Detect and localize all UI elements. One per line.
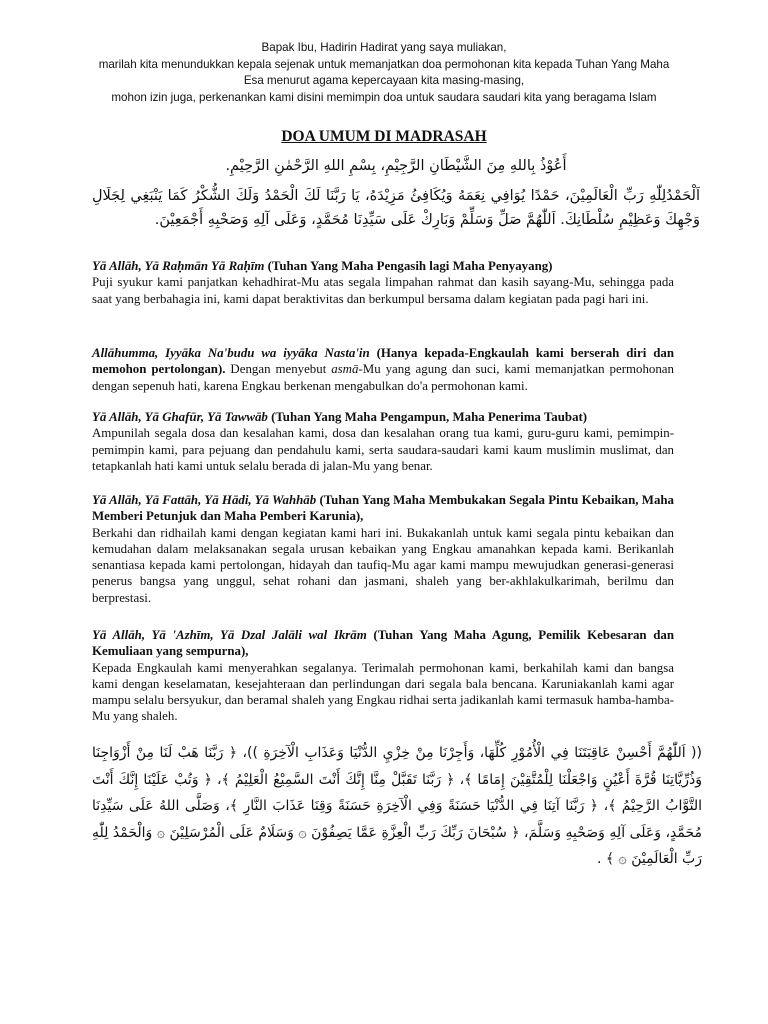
section-meaning: (Hanya kepada-Engkaulah kami berserah diri dan memohon pertolongan). [92, 346, 674, 377]
prayer-section-ghafur [92, 409, 674, 474]
prayer-section-fattah [92, 492, 674, 606]
section-body: -Mu yang agung dan suci, kami memanjatkan permohonan dengan sepenuh hati, karena Engkau berkenan mengabulkan do'a permohonan kami. [92, 362, 674, 393]
arabic-closing-prayer: (( اَللّٰهُمَّ أَحْسِنْ عَاقِبَتَنَا فِي الْأُمُوْرِ كُلِّهَا، وَأَجِرْنَا مِنْ خِزْيِ الدُّنْيَا وَعَذَابِ الْآخِرَةِ ))، ﴿ رَبَّنَا هَبْ لَنَا مِنْ أَزْوَاجِنَا وَذُرِّيَّاتِنَا قُرَّةَ أَعْيُنٍ وَاجْعَلْنَا لِلْمُتَّقِيْنَ إِمَامًا ﴾، ﴿ رَبَّنَا تَقَبَّلْ مِنَّا إِنَّكَ أَنْتَ السَّمِيْعُ الْعَلِيْمُ ﴾، ﴿ وَتُبْ عَلَيْنَا إِنَّكَ أَنْتَ التَّوَّابُ الرَّحِيْمُ ﴾، ﴿ رَبَّنَا آتِنَا فِي الدُّنْيَا حَسَنَةً وَفِي الْآخِرَةِ حَسَنَةً وَقِنَا عَذَابَ النَّارِ ﴾، وَصَلَّى اللهُ عَلَى سَيِّدِنَا مُحَمَّدٍ، وَعَلَى آلِهِ وَصَحْبِهِ وَسَلَّمَ، ﴿ سُبْحَانَ رَبِّكَ رَبِّ الْعِزَّةِ عَمَّا يَصِفُوْنَ ۞ وَسَلَامٌ عَلَى الْمُرْسَلِيْنَ ۞ وَالْحَمْدُ لِلّٰهِ رَبِّ الْعَالَمِيْنَ ۞ ﴾ . [92, 745, 702, 867]
section-meaning: (Tuhan Yang Maha Pengampun, Maha Penerima Taubat) [271, 410, 588, 424]
intro-line: Esa menurut agama kepercayaan kita masing-masing, [243, 74, 525, 88]
section-body: Puji syukur kami panjatkan kehadhirat-Mu atas segala limpahan rahmat dan kasih sayang-Mu, sehingga pada saat yang berbahagia ini, kami dapat beraktivitas dan berkumpul bersama dalam kegiatan pada pagi hari ini. [92, 275, 674, 306]
section-transliteration: Yā Allāh, Yā Raḥmān Yā Raḥīm [92, 259, 265, 273]
section-transliteration: Yā Allāh, Yā 'Azhīm, Yā Dzal Jalāli wal Ikrām [92, 628, 367, 642]
section-transliteration: Yā Allāh, Yā Ghafūr, Yā Tawwāb [92, 410, 268, 424]
section-body: Berkahi dan ridhailah kami dengan kegiatan kami hari ini. Bukakanlah untuk kami segala pintu kebaikan dan kemudahan dalam melaksanakan segala urusan kebaikan yang Engkau amanahkan kepada kami. Berikanlah senantiasa kepada kami pertolongan, hidayah dan taufiq-Mu agar kami mampu mewujudkan generasi-generasi penerus bangsa yang unggul, sehat rohani dan jasmani, shaleh yang ber-akhlakulkarimah, berilmu dan berprestasi. [92, 525, 674, 605]
section-meaning: (Tuhan Yang Maha Pengasih lagi Maha Penyayang) [267, 259, 553, 273]
section-body: Ampunilah segala dosa dan kesalahan kami, dosa dan kesalahan orang tua kami, guru-guru kami, pemimpin-pemimpin kami, para pejuang dan pendahulu kami, serta saudara-saudari kami kaum muslimin muslimat, dan tetapkanlah hati kami untuk selalu berada di jalan-Mu yang benar. [92, 426, 674, 473]
section-transliteration: Yā Allāh, Yā Fattāh, Yā Hādi, Yā Wahhāb [92, 493, 317, 507]
intro-line: marilah kita menundukkan kepala sejenak untuk memanjatkan doa permohonan kita kepada Tuhan Yang Maha [98, 57, 670, 71]
intro-line: mohon izin juga, perkenankan kami disini memimpin doa untuk saudara saudari kita yang beragama Islam [111, 90, 657, 104]
section-meaning: (Tuhan Yang Maha Agung, Pemilik Kebesaran dan Kemuliaan yang sempurna), [92, 628, 674, 659]
section-transliteration: Allāhumma, Iyyāka Na'budu wa iyyāka Nasta'in [92, 346, 370, 360]
intro-line: Bapak Ibu, Hadirin Hadirat yang saya muliakan, [261, 41, 507, 54]
prayer-section-azhim [92, 627, 674, 725]
document-title: DOA UMUM DI MADRASAH [281, 128, 487, 145]
section-body-asma: asmā [331, 362, 359, 377]
prayer-section-rahman [92, 258, 674, 307]
prayer-section-iyyaka [92, 345, 674, 394]
arabic-taawudz-basmalah: أَعُوْذُ بِاللهِ مِنَ الشَّيْطَانِ الرَّجِيْمِ، بِسْمِ اللهِ الرَّحْمٰنِ الرَّحِيْمِ. [225, 158, 567, 174]
section-body: Dengan menyebut [230, 362, 327, 377]
arabic-hamdalah-shalawat: اَلْحَمْدُلِلّٰهِ رَبِّ الْعَالَمِيْنَ، حَمْدًا يُوَافِي نِعَمَهُ وَيُكَافِئُ مَزِيْدَهُ، يَا رَبَّنَا لَكَ الْحَمْدُ وَلَكَ الشُّكْرُ كَمَا يَنْبَغِي لِجَلَالِ وَجْهِكَ وَعَظِيْمِ سُلْطَانِكَ. اَللّٰهُمَّ صَلِّ وَسَلِّمْ وَبَارِكْ عَلَى سَيِّدِنَا مُحَمَّدٍ، وَعَلَى آلِهِ وَصَحْبِهِ أَجْمَعِيْنَ. [92, 188, 700, 228]
section-meaning: (Tuhan Yang Maha Membukakan Segala Pintu Kebaikan, Maha Memberi Petunjuk dan Maha Pemberi Karunia), [92, 493, 675, 524]
opening-remarks [60, 40, 708, 106]
section-body: Kepada Engkaulah kami menyerahkan segalanya. Terimalah permohonan kami, berkahilah kami dan bangsa kami dengan keselamatan, kesejahteraan dan perlindungan dari segala bala bencana. Karuniakanlah kami agar mampu selalu bersyukur, dan beramal shaleh yang Engkau ridhai serta jadikanlah kami termasuk hamba-hamba-Mu yang shaleh. [92, 660, 674, 724]
